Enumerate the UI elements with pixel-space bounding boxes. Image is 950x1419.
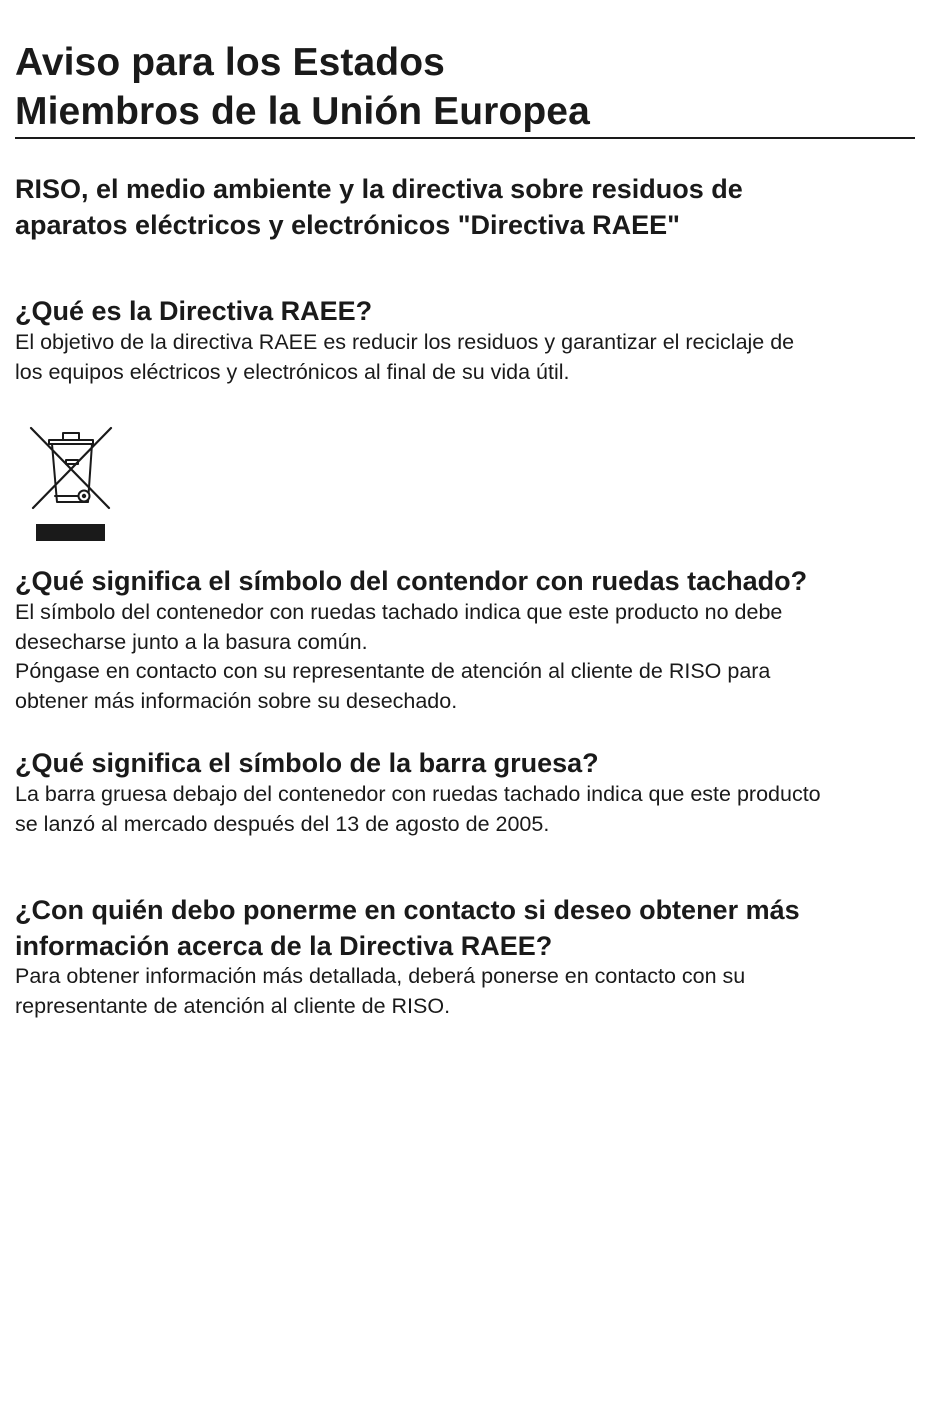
section-heading-contact: ¿Con quién debo ponerme en contacto si deseo obtener más información acerca de la Directiva RAEE? <box>15 895 800 961</box>
section-body-what-is-raee: El objetivo de la directiva RAEE es reducir los residuos y garantizar el reciclaje de los equipos eléctricos y electrónicos al final de su vida útil. <box>15 330 795 384</box>
section-body-contact: Para obtener información más detallada, deberá ponerse en contacto con su representante de atención al cliente de RISO. <box>15 964 746 1018</box>
section-body-thick-bar: La barra gruesa debajo del contenedor con ruedas tachado indica que este producto se lanzó al mercado después del 13 de agosto de 2005. <box>15 782 821 836</box>
section-heading-thick-bar: ¿Qué significa el símbolo de la barra gruesa? <box>15 748 599 778</box>
page-title: Aviso para los Estados Miembros de la Unión Europea <box>15 41 590 133</box>
section-heading-crossed-bin: ¿Qué significa el símbolo del contendor con ruedas tachado? <box>15 566 808 596</box>
crossed-out-wheeled-bin-icon <box>27 424 115 544</box>
title-rule <box>15 137 915 139</box>
section-heading-what-is-raee: ¿Qué es la Directiva RAEE? <box>15 296 373 326</box>
page-subtitle: RISO, el medio ambiente y la directiva sobre residuos de aparatos eléctricos y electrónicos "Directiva RAEE" <box>15 174 743 240</box>
section-body-crossed-bin: El símbolo del contenedor con ruedas tachado indica que este producto no debe desecharse junto a la basura común. Póngase en contacto con su representante de atención al cliente de RISO para obtener más información sobre su desechado. <box>15 600 783 713</box>
